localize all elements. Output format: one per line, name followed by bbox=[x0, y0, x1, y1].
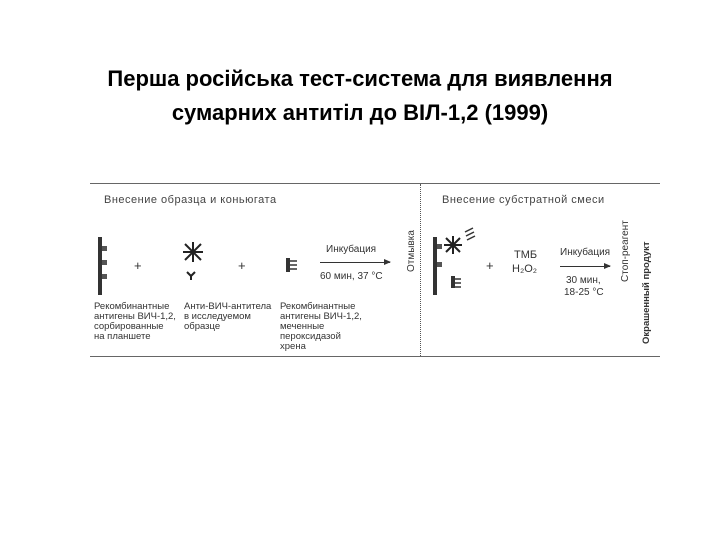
title-line-1: Перша російська тест-система для виявлення bbox=[107, 66, 613, 91]
antibody-icon bbox=[180, 240, 206, 280]
left-stage-header: Внесение образца и коньюгата bbox=[104, 194, 277, 206]
incubation-2-label: Инкубация bbox=[560, 247, 611, 258]
substrate-h2o2: Н₂О₂ bbox=[512, 263, 538, 275]
caption-antibodies: Анти-ВИЧ-антитела в исследуемом образце bbox=[184, 301, 272, 332]
incubation-2-temp: 18-25 °С bbox=[564, 287, 604, 298]
reaction-arrow-2-icon bbox=[560, 266, 610, 267]
title-line-2: сумарних антитіл до ВІЛ-1,2 (1999) bbox=[171, 100, 549, 125]
incubation-1-time: 60 мин, 37 °С bbox=[320, 271, 383, 282]
caption-antigens: Рекомбинантные антигены ВИЧ-1,2, сорбированные на планшете bbox=[94, 301, 176, 342]
conjugate-icon bbox=[286, 256, 300, 276]
plus-sign-3: + bbox=[486, 258, 494, 273]
stop-reagent-label: Стоп-реагент bbox=[620, 220, 631, 282]
slide-title bbox=[0, 62, 720, 130]
colored-product-label: Окрашенный продукт bbox=[641, 241, 652, 344]
right-stage-header: Внесение субстратной смеси bbox=[442, 194, 605, 206]
elisa-scheme-diagram bbox=[90, 183, 660, 357]
incubation-2-time: 30 мин, bbox=[566, 275, 601, 286]
plus-sign-1: + bbox=[134, 258, 142, 273]
caption-conjugate: Рекомбинантные антигены ВИЧ-1,2, меченные пероксидазой хрена bbox=[280, 301, 362, 352]
wash-label: Отмывка bbox=[406, 230, 417, 272]
stage-divider bbox=[420, 184, 421, 356]
reaction-arrow-1-icon bbox=[320, 262, 390, 263]
complex-icon bbox=[437, 226, 477, 296]
incubation-1-label: Инкубация bbox=[326, 244, 377, 255]
substrate-tmb: ТМБ bbox=[514, 249, 538, 261]
plus-sign-2: + bbox=[238, 258, 246, 273]
antigen-icon bbox=[102, 240, 112, 294]
